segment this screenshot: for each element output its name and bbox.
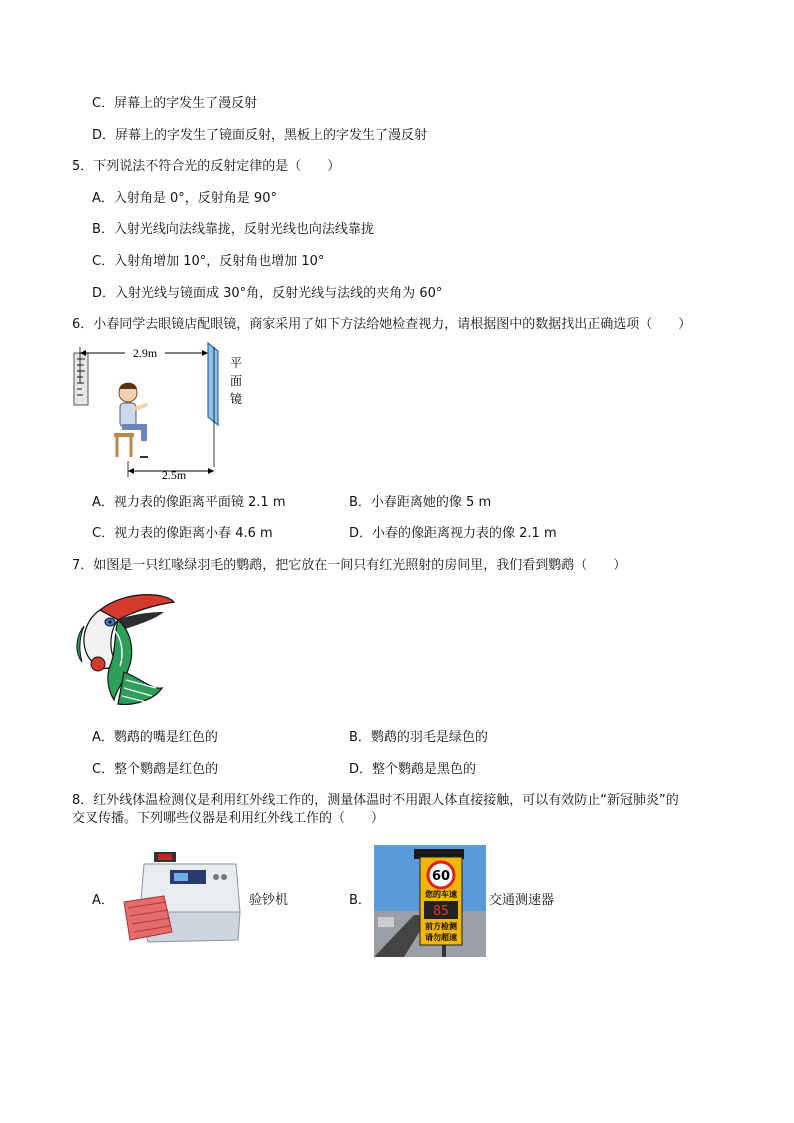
- sign-line1: 您的车速: [425, 890, 457, 899]
- fig-mirror-label-2: 面: [229, 374, 243, 388]
- fig-mirror-label-3: 镜: [229, 392, 243, 406]
- q5-option-b: B．入射光线向法线靠拢，反射光线也向法线靠拢: [92, 222, 374, 237]
- q6-option-d: D．小春的像距离视力表的像 2.1 m: [349, 526, 557, 541]
- q6-option-c: C．视力表的像距离小春 4.6 m: [92, 526, 273, 541]
- q7-option-c: C．整个鹦鹉是红色的: [92, 762, 219, 777]
- traffic-speed-sign-photo: [374, 845, 486, 957]
- eye-chart-icon: [74, 353, 88, 405]
- bill-counter-machine-icon: [124, 852, 244, 948]
- fig-bottom-distance: 2.5m: [161, 468, 187, 482]
- q8-stem-line2: 交叉传播。下列哪些仪器是利用红外线工作的（ ）: [72, 811, 385, 826]
- q6-option-b: B．小春距离她的像 5 m: [349, 495, 492, 510]
- q7-option-a: A．鹦鹉的嘴是红色的: [92, 730, 218, 745]
- q5-option-c: C．入射角增加 10°，反射角也增加 10°: [92, 254, 325, 269]
- q8-option-a-letter: A．: [92, 893, 114, 908]
- q6-stem: 6．小春同学去眼镜店配眼镜，商家采用了如下方法给她检查视力，请根据图中的数据找出正确选项（ ）: [72, 317, 692, 332]
- person-seated-icon: [114, 383, 148, 457]
- q8-option-b-label: 交通测速器: [489, 893, 555, 908]
- q5-stem: 5．下列说法不符合光的反射定律的是（ ）: [72, 159, 341, 174]
- banknotes-icon: [124, 896, 172, 940]
- q7-stem: 7．如图是一只红喙绿羽毛的鹦鹉，把它放在一间只有红光照射的房间里，我们看到鹦鹉（ ）: [72, 558, 627, 573]
- fig-top-distance: 2.9m: [132, 346, 158, 360]
- parrot-icon: [70, 590, 180, 715]
- sign-line3: 请勿超速: [425, 933, 457, 942]
- q8-option-a-label: 验钞机: [249, 893, 289, 908]
- sign-speed-limit: 60: [431, 869, 451, 884]
- plane-mirror-icon: [208, 343, 218, 467]
- sign-reading: 85: [433, 904, 449, 919]
- q7-option-b: B．鹦鹉的羽毛是绿色的: [349, 730, 488, 745]
- q8-option-b-letter: B．: [349, 893, 371, 908]
- fig-mirror-label-1: 平: [229, 356, 243, 370]
- sign-line2: 前方检测: [425, 922, 457, 931]
- q5-option-d: D．入射光线与镜面成 30°角，反射光线与法线的夹角为 60°: [92, 286, 443, 301]
- q7-option-d: D．整个鹦鹉是黑色的: [349, 762, 477, 777]
- q8-stem-line1: 8．红外线体温检测仪是利用红外线工作的，测量体温时不用跟人体直接接触，可以有效防止“新冠肺炎”的: [72, 793, 679, 808]
- q6-vision-test-figure: [70, 343, 260, 483]
- q4-option-d: D．屏幕上的字发生了镜面反射，黑板上的字发生了漫反射: [92, 128, 428, 143]
- q5-option-a: A．入射角是 0°，反射角是 90°: [92, 191, 277, 206]
- q6-option-a: A．视力表的像距离平面镜 2.1 m: [92, 495, 286, 510]
- q4-option-c: C．屏幕上的字发生了漫反射: [92, 96, 258, 111]
